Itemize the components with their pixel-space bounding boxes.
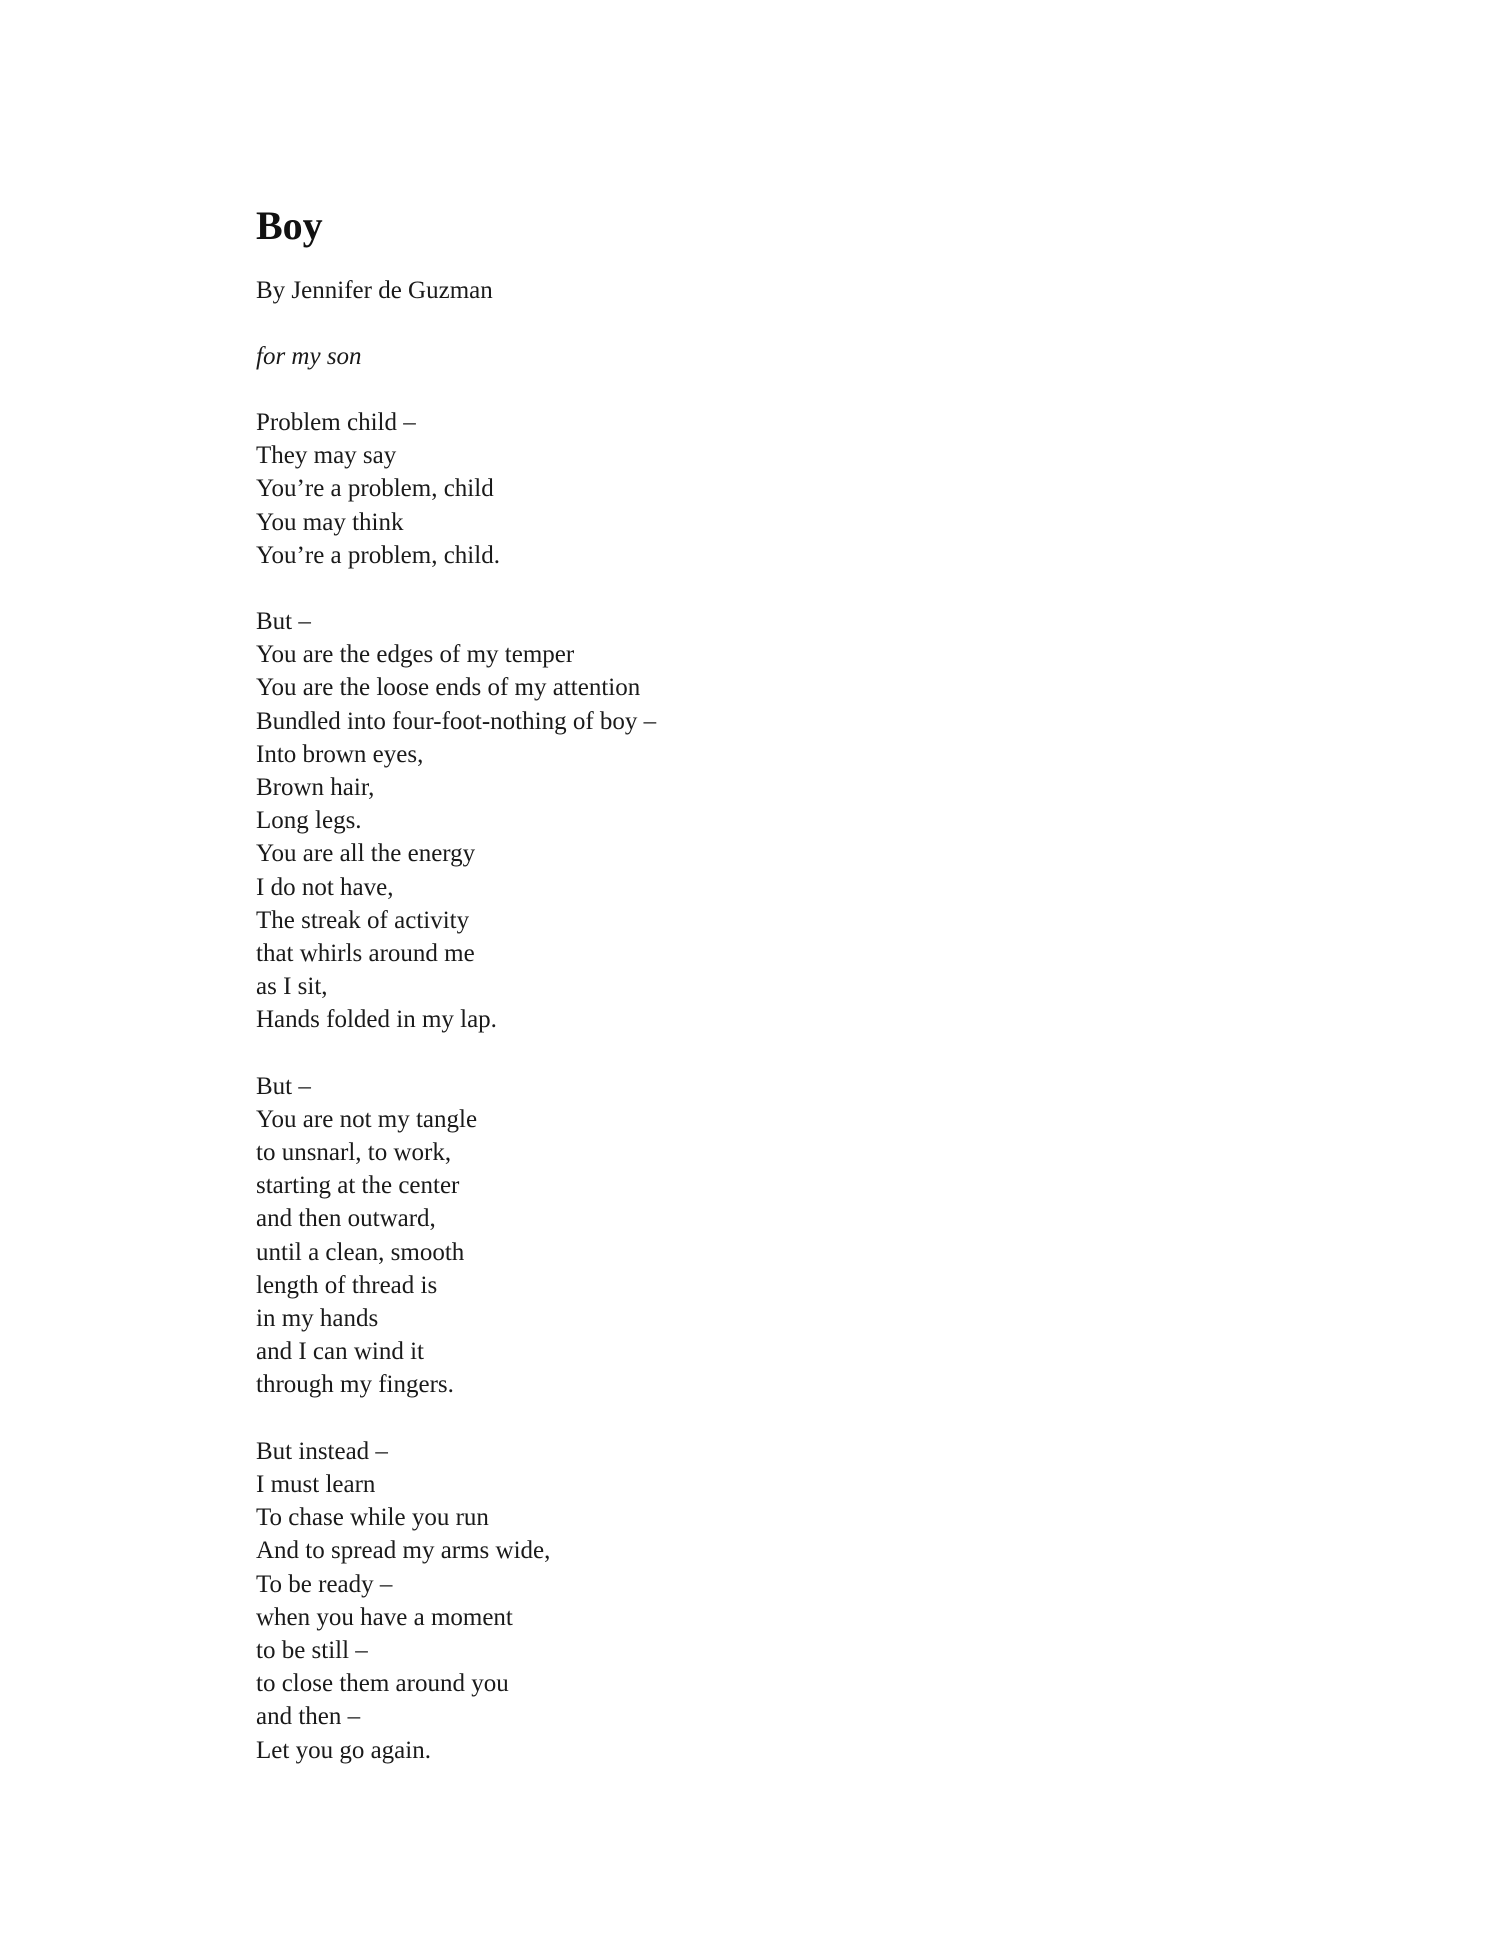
poem-line: And to spread my arms wide, — [256, 1537, 551, 1565]
poem-line: You are the loose ends of my attention — [256, 674, 641, 702]
poem-line: in my hands — [256, 1305, 379, 1333]
poem-line: to unsnarl, to work, — [256, 1139, 452, 1167]
poem-line: Into brown eyes, — [256, 740, 424, 768]
poem-line: Let you go again. — [256, 1736, 431, 1764]
poem-line: to close them around you — [256, 1670, 509, 1698]
poem-line: to be still – — [256, 1636, 368, 1664]
poem-line: as I sit, — [256, 973, 328, 1001]
poem-line: until a clean, smooth — [256, 1238, 465, 1266]
poem-line: But instead – — [256, 1437, 388, 1465]
poem-byline: By Jennifer de Guzman — [256, 277, 493, 304]
poem-title: Boy — [256, 203, 323, 248]
poem-line: You’re a problem, child — [256, 475, 494, 503]
poem-line: Long legs. — [256, 807, 362, 835]
poem-line: and then – — [256, 1703, 361, 1731]
poem-line: To be ready – — [256, 1570, 393, 1598]
poem-line: Hands folded in my lap. — [256, 1006, 497, 1034]
poem-body — [256, 406, 1256, 1767]
poem-line: when you have a moment — [256, 1603, 513, 1631]
poem-stanza — [256, 605, 1256, 1037]
poem-line: The streak of activity — [256, 906, 470, 934]
poem-line: You are the edges of my temper — [256, 641, 575, 669]
poem-dedication: for my son — [256, 343, 362, 370]
poem-line: Brown hair, — [256, 774, 375, 802]
poem-line: and then outward, — [256, 1205, 436, 1233]
poem-line: They may say — [256, 442, 397, 470]
poem-stanza — [256, 1070, 1256, 1402]
poem-line: To chase while you run — [256, 1504, 489, 1532]
poem-stanza — [256, 1435, 1256, 1767]
poem-line: through my fingers. — [256, 1371, 454, 1399]
poem-line: starting at the center — [256, 1172, 460, 1200]
poem-line: But – — [256, 1072, 311, 1100]
poem-line: You’re a problem, child. — [256, 541, 500, 569]
poem-line: length of thread is — [256, 1271, 438, 1299]
poem-line: I do not have, — [256, 873, 394, 901]
poem-line: You are all the energy — [256, 840, 476, 868]
poem-line: and I can wind it — [256, 1338, 425, 1366]
poem-stanza — [256, 406, 1256, 572]
poem-line: Bundled into four-foot-nothing of boy – — [256, 707, 657, 735]
poem-page — [256, 200, 1256, 1800]
poem-line: I must learn — [256, 1470, 376, 1498]
poem-line: that whirls around me — [256, 940, 475, 968]
poem-line: You are not my tangle — [256, 1105, 478, 1133]
poem-line: Problem child – — [256, 409, 416, 436]
poem-line: But – — [256, 608, 311, 636]
poem-line: You may think — [256, 508, 404, 536]
